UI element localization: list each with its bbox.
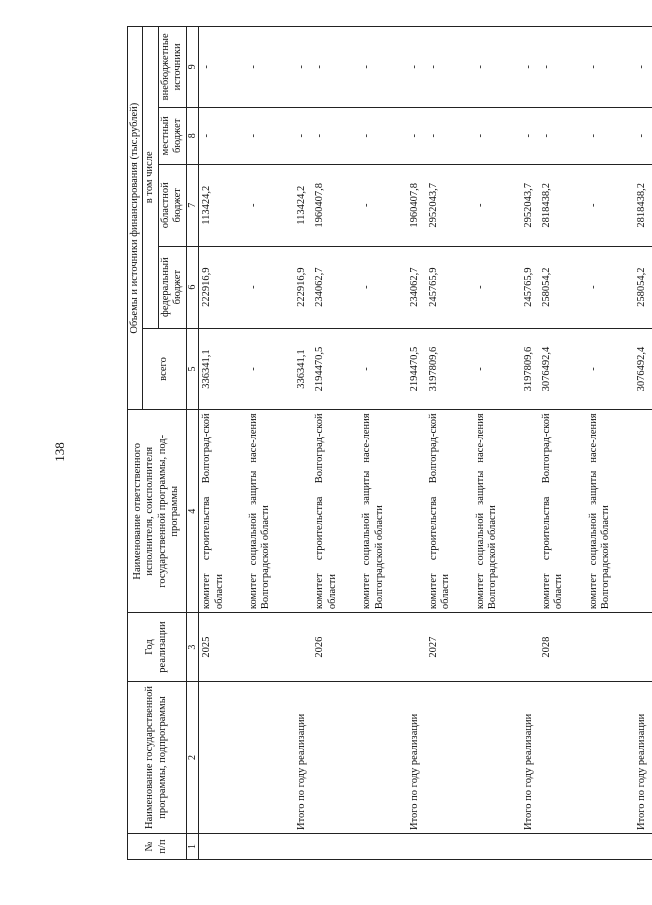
table-row-total: [295, 27, 312, 860]
cell-regional: 113424,2: [199, 164, 247, 246]
cell-number: [426, 834, 474, 860]
cell-total: 2194470,5: [312, 328, 360, 410]
cell-local: -: [539, 107, 587, 164]
cell-executor: комитет строительства Волгоград-ской области: [539, 410, 587, 613]
cell-local: -: [522, 107, 539, 164]
cell-executor: комитет социальной защиты насе-ления Волгоградской области: [360, 410, 408, 613]
cell-federal: -: [587, 246, 635, 328]
table-row-total: [635, 27, 652, 860]
cell-number: [199, 834, 247, 860]
column-number: 9: [186, 27, 199, 108]
cell-local: -: [474, 107, 522, 164]
cell-extra: -: [539, 27, 587, 108]
cell-federal: 234062,7: [312, 246, 360, 328]
cell-year: [408, 613, 425, 682]
cell-year: 2028: [539, 613, 587, 682]
cell-number: [360, 834, 408, 860]
cell-local: -: [635, 107, 652, 164]
cell-total-label: Итого по году реализации: [295, 681, 312, 833]
cell-federal: -: [360, 246, 408, 328]
cell-year: 2027: [426, 613, 474, 682]
cell-local: -: [295, 107, 312, 164]
cell-program: [474, 681, 522, 833]
cell-regional: 2818438,2: [635, 164, 652, 246]
cell-regional: -: [360, 164, 408, 246]
cell-extra: -: [408, 27, 425, 108]
table-row: [199, 27, 247, 860]
cell-executor: комитет социальной защиты насе-ления Волгоградской области: [587, 410, 635, 613]
cell-extra: -: [522, 27, 539, 108]
column-number: 6: [186, 246, 199, 328]
cell-program: [426, 681, 474, 833]
cell-program: [199, 681, 247, 833]
cell-federal: 245765,9: [522, 246, 539, 328]
table-row: [426, 27, 474, 860]
cell-extra: -: [295, 27, 312, 108]
table-row: [312, 27, 360, 860]
table-row-total: [408, 27, 425, 860]
cell-extra: -: [360, 27, 408, 108]
cell-federal: -: [247, 246, 295, 328]
cell-number: [247, 834, 295, 860]
cell-program: [312, 681, 360, 833]
cell-executor: [408, 410, 425, 613]
cell-total: 3076492,4: [635, 328, 652, 410]
cell-number: [408, 834, 425, 860]
cell-regional: -: [587, 164, 635, 246]
cell-year: [587, 613, 635, 682]
cell-total: 3197809,6: [522, 328, 539, 410]
column-number: 2: [186, 681, 199, 833]
cell-number: [539, 834, 587, 860]
cell-year: [247, 613, 295, 682]
cell-local: -: [587, 107, 635, 164]
cell-extra: -: [426, 27, 474, 108]
cell-extra: -: [635, 27, 652, 108]
cell-extra: -: [474, 27, 522, 108]
cell-year: 2025: [199, 613, 247, 682]
table-row: [587, 27, 635, 860]
header-local: местный бюджет: [158, 107, 186, 164]
column-number: 4: [186, 410, 199, 613]
header-federal: федеральный бюджет: [158, 246, 186, 328]
cell-extra: -: [247, 27, 295, 108]
cell-regional: -: [247, 164, 295, 246]
page-number: 138: [52, 442, 67, 462]
column-number: 7: [186, 164, 199, 246]
cell-number: [295, 834, 312, 860]
cell-number: [635, 834, 652, 860]
column-number: 1: [186, 834, 199, 860]
cell-federal: 222916,9: [295, 246, 312, 328]
header-regional: областной бюджет: [158, 164, 186, 246]
cell-total: -: [474, 328, 522, 410]
cell-regional: 2952043,7: [426, 164, 474, 246]
funding-table: [127, 26, 652, 860]
cell-regional: 1960407,8: [408, 164, 425, 246]
cell-local: -: [360, 107, 408, 164]
column-number: 8: [186, 107, 199, 164]
cell-year: [474, 613, 522, 682]
cell-total: -: [360, 328, 408, 410]
cell-total-label: Итого по году реализации: [408, 681, 425, 833]
table-row: [247, 27, 295, 860]
table-row: [474, 27, 522, 860]
cell-executor: комитет строительства Волгоград-ской области: [426, 410, 474, 613]
cell-total-label: Итого по году реализации: [635, 681, 652, 833]
cell-local: -: [247, 107, 295, 164]
cell-total: 336341,1: [295, 328, 312, 410]
cell-federal: 234062,7: [408, 246, 425, 328]
header-year: Год реализации: [128, 613, 187, 682]
cell-number: [587, 834, 635, 860]
cell-year: [522, 613, 539, 682]
table-row-total: [522, 27, 539, 860]
cell-executor: комитет строительства Волгоград-ской области: [199, 410, 247, 613]
cell-executor: [522, 410, 539, 613]
cell-executor: комитет социальной защиты насе-ления Волгоградской области: [474, 410, 522, 613]
cell-local: -: [312, 107, 360, 164]
table-row: [360, 27, 408, 860]
rotated-table-area: [127, 26, 647, 860]
cell-local: -: [199, 107, 247, 164]
cell-extra: -: [587, 27, 635, 108]
header-extra: внебюджетные источники: [158, 27, 186, 108]
cell-federal: 258054,2: [539, 246, 587, 328]
cell-federal: -: [474, 246, 522, 328]
header-number: № п/п: [128, 834, 187, 860]
cell-federal: 258054,2: [635, 246, 652, 328]
cell-local: -: [408, 107, 425, 164]
cell-regional: -: [474, 164, 522, 246]
cell-executor: [635, 410, 652, 613]
cell-federal: 222916,9: [199, 246, 247, 328]
cell-local: -: [426, 107, 474, 164]
cell-total: 336341,1: [199, 328, 247, 410]
cell-total: 3076492,4: [539, 328, 587, 410]
column-number: 3: [186, 613, 199, 682]
header-executor: Наименование ответственного исполнителя, соисполнителя государственной программы, под-программы: [128, 410, 187, 613]
cell-total-label: Итого по году реализации: [522, 681, 539, 833]
cell-year: [295, 613, 312, 682]
cell-regional: 1960407,8: [312, 164, 360, 246]
cell-executor: комитет социальной защиты насе-ления Волгоградской области: [247, 410, 295, 613]
cell-number: [474, 834, 522, 860]
cell-year: [635, 613, 652, 682]
cell-regional: 2952043,7: [522, 164, 539, 246]
cell-total: 3197809,6: [426, 328, 474, 410]
cell-program: [587, 681, 635, 833]
column-number: 5: [186, 328, 199, 410]
cell-regional: 2818438,2: [539, 164, 587, 246]
column-numbers-row: [186, 27, 199, 860]
cell-extra: -: [199, 27, 247, 108]
cell-executor: [295, 410, 312, 613]
cell-total: -: [247, 328, 295, 410]
cell-number: [522, 834, 539, 860]
table-row: [539, 27, 587, 860]
header-funding-group: Объемы и источники финансирования (тыс.рублей): [128, 27, 143, 410]
cell-year: [360, 613, 408, 682]
cell-total: -: [587, 328, 635, 410]
cell-executor: комитет строительства Волгоград-ской области: [312, 410, 360, 613]
cell-regional: 113424,2: [295, 164, 312, 246]
cell-federal: 245765,9: [426, 246, 474, 328]
header-program-name: Наименование государственной программы, подпрограммы: [128, 681, 187, 833]
cell-extra: -: [312, 27, 360, 108]
header-total: всего: [143, 328, 186, 410]
cell-program: [539, 681, 587, 833]
cell-number: [312, 834, 360, 860]
cell-total: 2194470,5: [408, 328, 425, 410]
header-including: в том числе: [143, 27, 158, 329]
cell-year: 2026: [312, 613, 360, 682]
cell-program: [247, 681, 295, 833]
cell-program: [360, 681, 408, 833]
